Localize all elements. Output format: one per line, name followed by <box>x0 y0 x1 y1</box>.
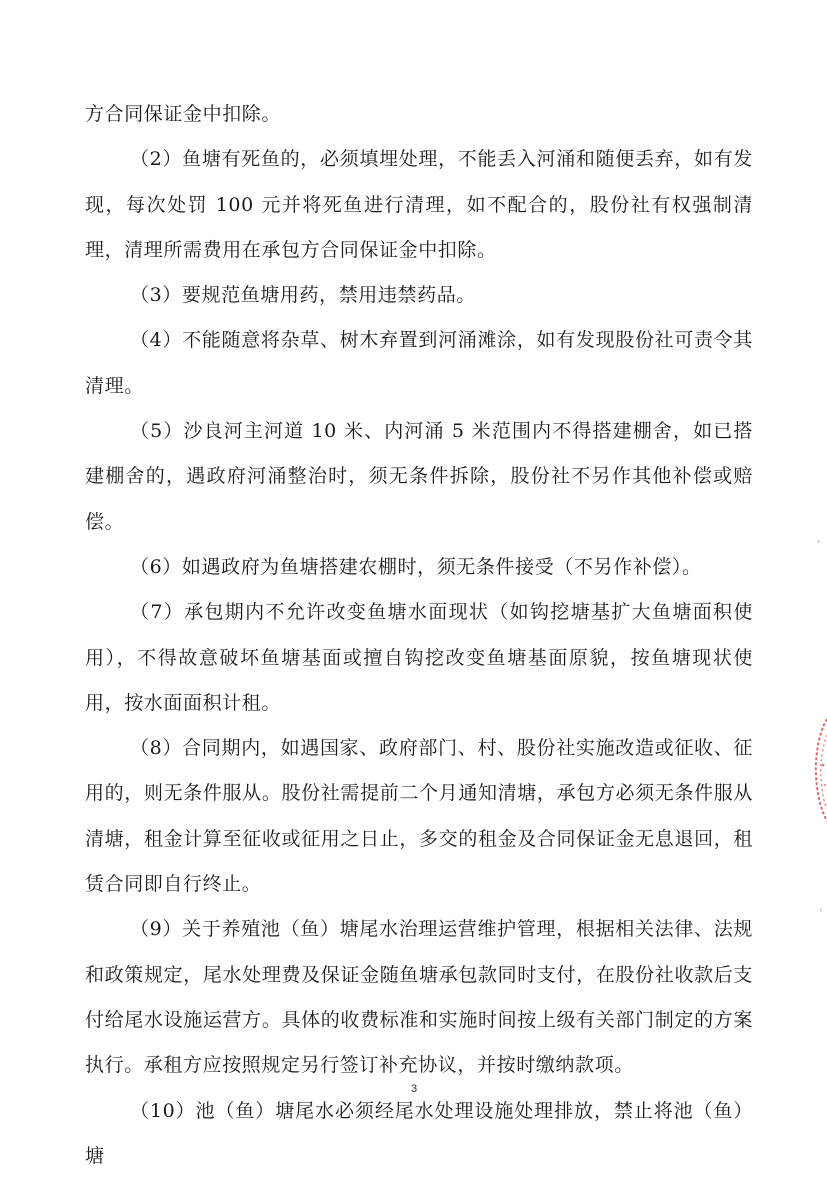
seal-fragment-icon <box>813 715 827 825</box>
seal-stamp-edge <box>813 715 827 825</box>
clause-6: （6）如遇政府为鱼塘搭建农棚时，须无条件接受（不另作补偿）。 <box>130 555 702 578</box>
clause-7: （7）承包期内不允许改变鱼塘水面现状（如钩挖塘基扩大鱼塘面积使用），不得故意破坏鱼塘基面或擅自钩挖改变鱼塘基面原貌，按鱼塘现状使用，按水面面积计租。 <box>85 601 753 714</box>
clause-5: （5）沙良河主河道 10 米、内河涌 5 米范围内不得搭建棚舍，如已搭建棚舍的，遇政府河涌整治时，须无条件拆除，股份社不另作其他补偿或赔偿。 <box>85 420 753 533</box>
paragraph-continuation: 方合同保证金中扣除。 <box>85 103 282 125</box>
clause-2: （2）鱼塘有死鱼的，必须填埋处理，不能丢入河涌和随便丢弃，如有发现，每次处罚 100 元并将死鱼进行清理，如不配合的，股份社有权强制清理，清理所需费用在承包方合同保证金中扣除。 <box>85 148 753 261</box>
scan-artifact <box>820 908 822 912</box>
document-body <box>85 92 753 1179</box>
clause-3: （3）要规范鱼塘用药，禁用违禁药品。 <box>130 284 476 307</box>
clause-4: （4）不能随意将杂草、树木弃置到河涌滩涂，如有发现股份社可责令其清理。 <box>85 329 753 397</box>
scan-artifact <box>817 540 820 543</box>
clause-10: （10）池（鱼）塘尾水必须经尾水处理设施处理排放，禁止将池（鱼）塘 <box>85 1099 753 1167</box>
clause-8: （8）合同期内，如遇国家、政府部门、村、股份社实施改造或征收、征用的，则无条件服从。股份社需提前二个月通知清塘，承包方必须无条件服从清塘，租金计算至征收或征用之日止，多交的租金及合同保证金无息退回，租赁合同即自行终止。 <box>85 737 753 896</box>
page-number: 3 <box>410 1083 418 1095</box>
clause-9: （9）关于养殖池（鱼）塘尾水治理运营维护管理，根据相关法律、法规和政策规定，尾水处理费及保证金随鱼塘承包款同时支付，在股份社收款后支付给尾水设施运营方。具体的收费标准和实施时间按上级有关部门制定的方案执行。承租方应按照规定另行签订补充协议，并按时缴纳款项。 <box>85 918 753 1077</box>
